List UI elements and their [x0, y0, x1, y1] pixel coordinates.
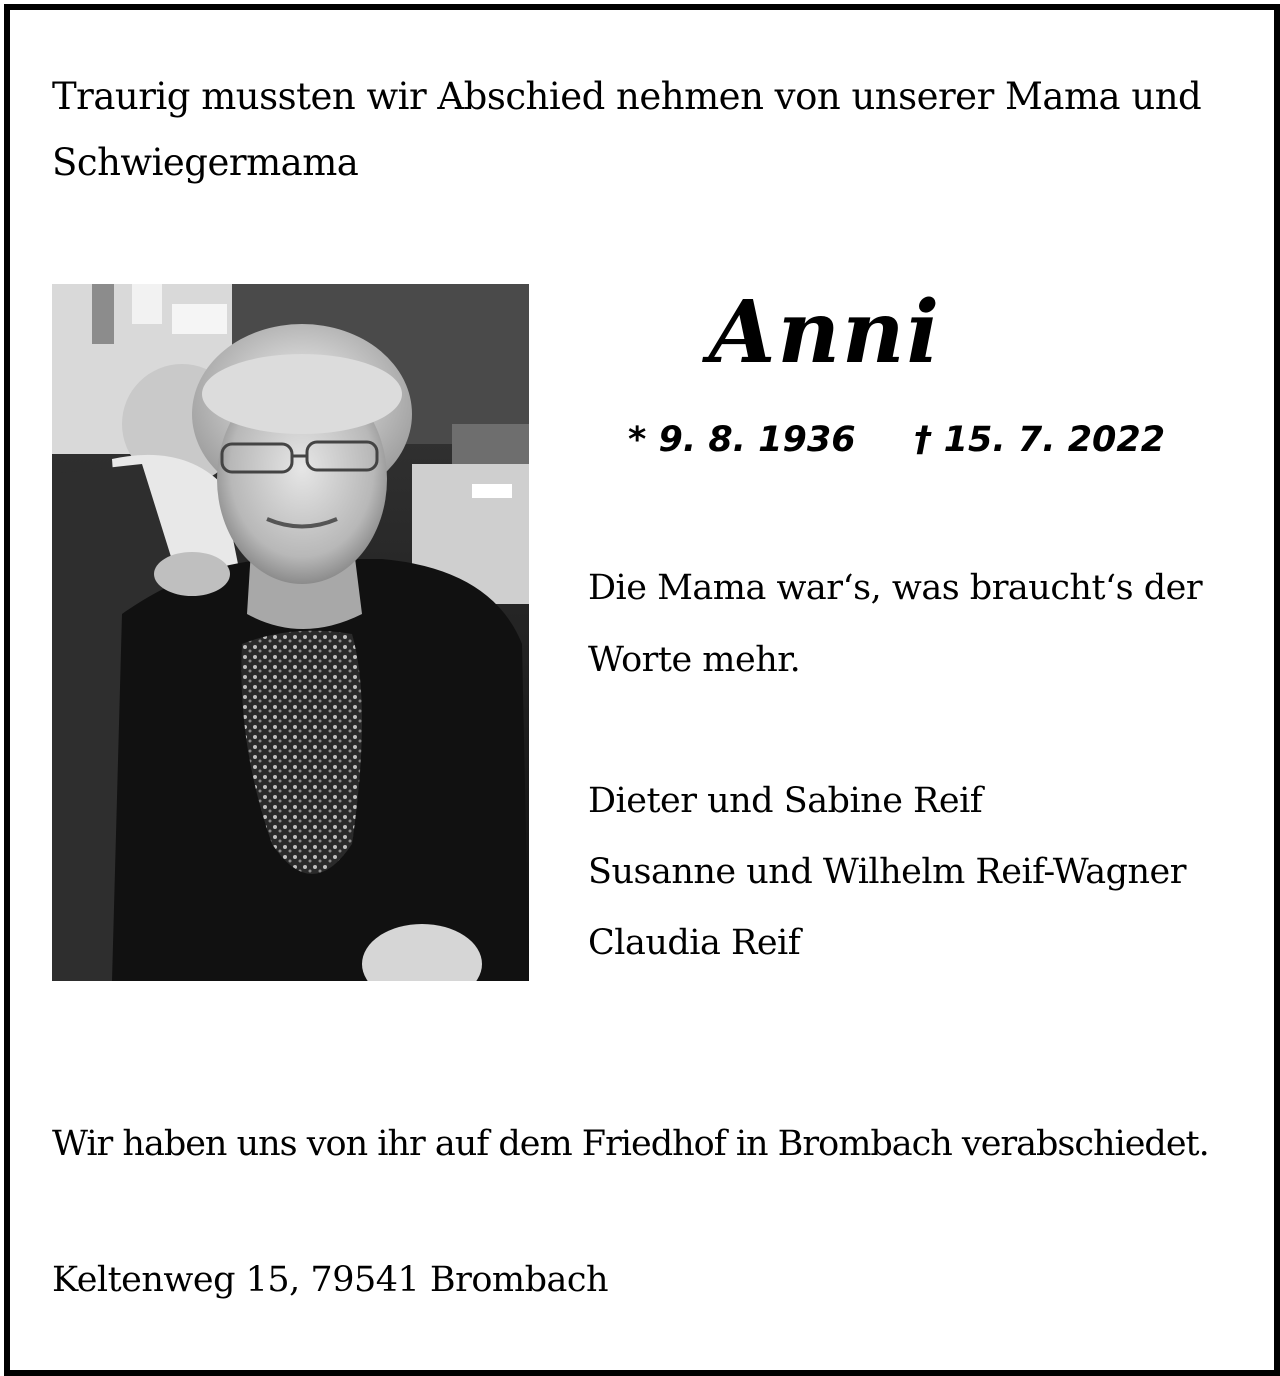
family-list: [588, 766, 1248, 979]
address: Keltenweg 15, 79541 Brombach: [52, 1260, 609, 1300]
family-member: Claudia Reif: [588, 923, 801, 963]
portrait-photo: [52, 284, 529, 981]
verse-line-2: Worte mehr.: [588, 640, 801, 680]
portrait-photo-illustration: [52, 284, 529, 981]
intro-line-1: Traurig mussten wir Abschied nehmen von unserer Mama und: [52, 75, 1202, 118]
verse-line-1: Die Mama war‘s, was braucht‘s der: [588, 568, 1203, 608]
death-date: † 15. 7. 2022: [914, 420, 1166, 460]
intro-line-2: Schwiegermama: [52, 141, 359, 184]
family-member: Dieter und Sabine Reif: [588, 781, 983, 821]
deceased-name: Anni: [708, 282, 942, 383]
family-member: Susanne und Wilhelm Reif-Wagner: [588, 852, 1186, 892]
verse: [588, 552, 1248, 696]
intro-text: [52, 64, 1232, 196]
birth-date: * 9. 8. 1936: [628, 420, 856, 460]
farewell-text: Wir haben uns von ihr auf dem Friedhof in Brombach verabschiedet.: [52, 1124, 1209, 1164]
